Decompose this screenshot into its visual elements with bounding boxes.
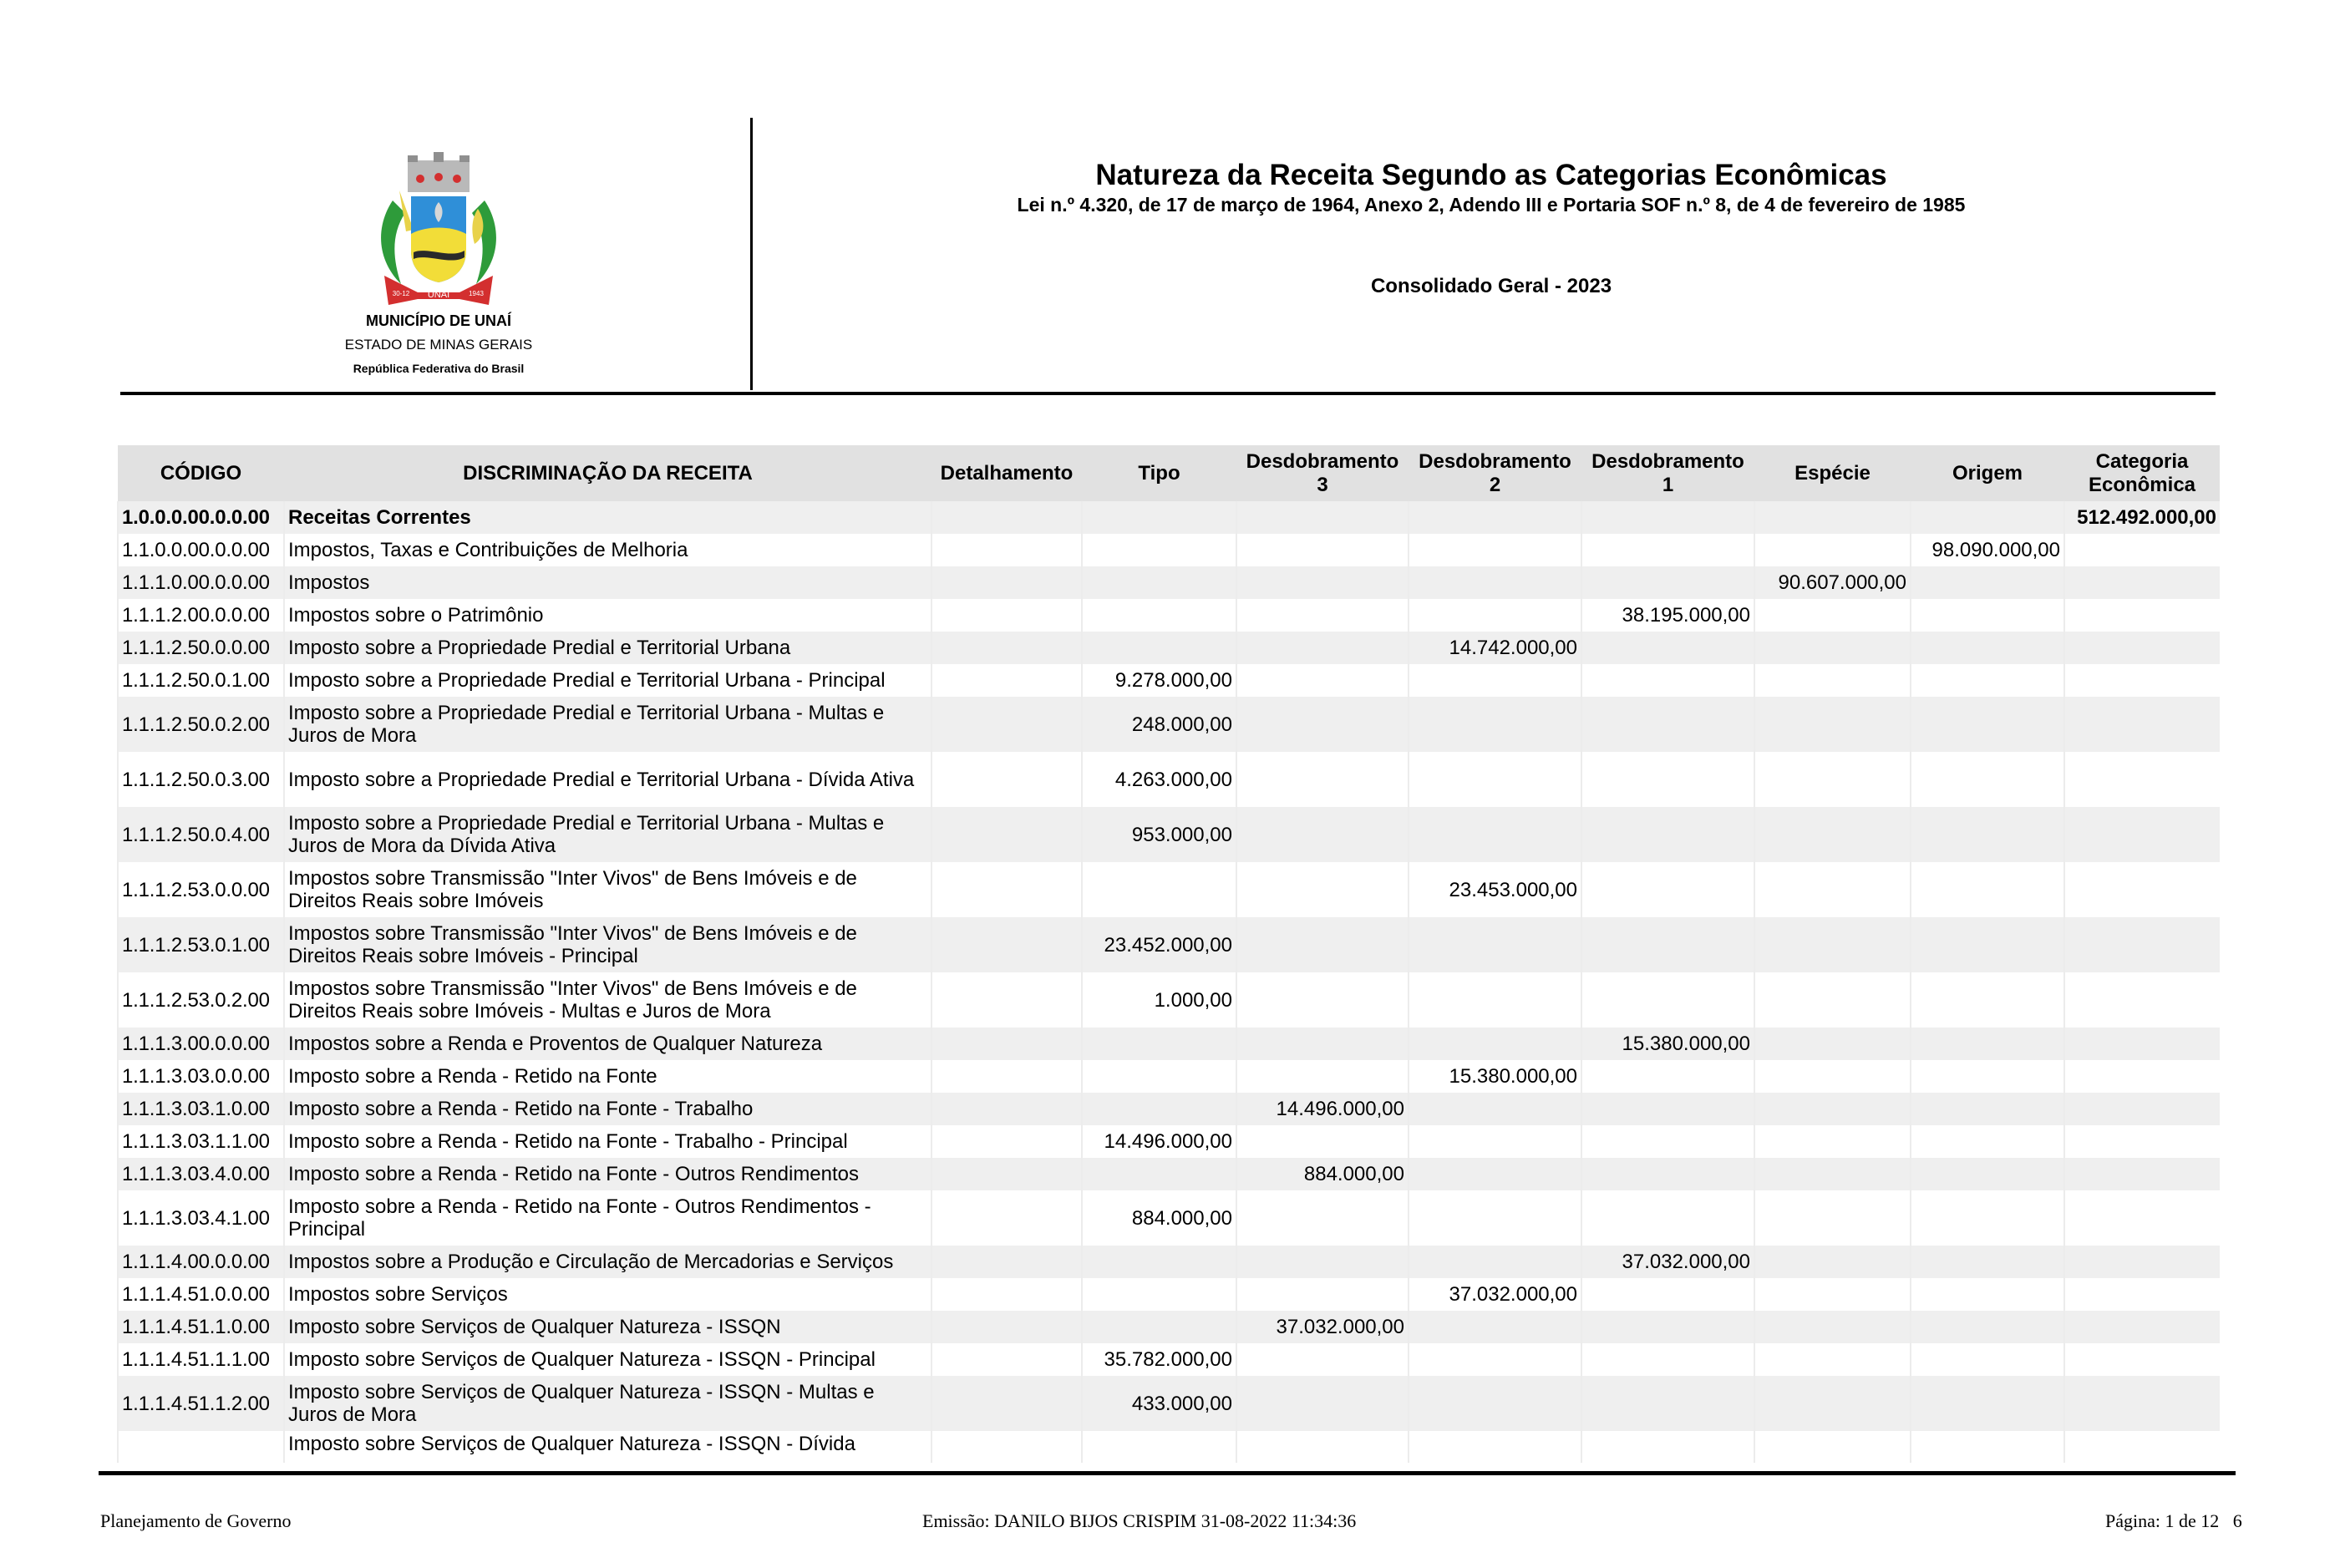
cell-code: 1.1.1.4.51.1.0.00 [118, 1311, 284, 1343]
cell-description: Imposto sobre Serviços de Qualquer Natureza - ISSQN [284, 1311, 931, 1343]
cell-especie [1754, 534, 1911, 566]
cell-detalhamento [931, 1311, 1082, 1343]
cell-desdobramento-3 [1236, 599, 1409, 632]
footer-department: Planejamento de Governo [100, 1510, 292, 1531]
table-row [118, 1028, 2220, 1060]
footer-page-number: Página: 1 de 12 6 [2105, 1510, 2242, 1531]
cell-detalhamento [931, 566, 1082, 599]
cell-detalhamento [931, 1376, 1082, 1431]
cell-categoria-economica [2064, 1246, 2220, 1278]
cell-especie [1754, 664, 1911, 697]
cell-categoria-economica [2064, 599, 2220, 632]
column-header-detalhamento: Detalhamento [931, 445, 1082, 501]
cell-especie [1754, 1311, 1911, 1343]
cell-especie [1754, 1028, 1911, 1060]
cell-desdobramento-3 [1236, 1246, 1409, 1278]
cell-desdobramento-2 [1409, 1093, 1581, 1125]
cell-origem [1911, 1060, 2064, 1093]
cell-origem [1911, 599, 2064, 632]
cell-origem [1911, 917, 2064, 972]
cell-code: 1.1.1.3.03.4.0.00 [118, 1158, 284, 1190]
cell-desdobramento-1: 37.032.000,00 [1581, 1246, 1754, 1278]
cell-code: 1.1.1.2.50.0.3.00 [118, 752, 284, 807]
cell-code: 1.1.1.2.53.0.2.00 [118, 972, 284, 1028]
cell-categoria-economica [2064, 566, 2220, 599]
cell-desdobramento-3 [1236, 972, 1409, 1028]
table-row [118, 1060, 2220, 1093]
table-row [118, 1246, 2220, 1278]
cell-origem [1911, 1246, 2064, 1278]
cell-tipo [1082, 599, 1236, 632]
cell-code: 1.1.1.3.03.1.1.00 [118, 1125, 284, 1158]
table-row [118, 807, 2220, 862]
cell-tipo: 953.000,00 [1082, 807, 1236, 862]
cell-desdobramento-1 [1581, 501, 1754, 534]
cell-code: 1.1.1.4.51.1.2.00 [118, 1376, 284, 1431]
cell-desdobramento-3 [1236, 1060, 1409, 1093]
cell-tipo [1082, 1060, 1236, 1093]
table-bottom-rule [99, 1471, 2236, 1475]
column-header-desdobramento-2: Desdobramento 2 [1409, 445, 1581, 501]
cell-desdobramento-1 [1581, 534, 1754, 566]
cell-detalhamento [931, 862, 1082, 917]
cell-desdobramento-1 [1581, 1158, 1754, 1190]
cell-desdobramento-3 [1236, 1125, 1409, 1158]
cell-categoria-economica [2064, 972, 2220, 1028]
cell-origem [1911, 1158, 2064, 1190]
cell-code: 1.1.1.2.50.0.1.00 [118, 664, 284, 697]
cell-desdobramento-3 [1236, 917, 1409, 972]
cell-description: Impostos sobre Transmissão "Inter Vivos" de Bens Imóveis e de Direitos Reais sobre Imóveis - Multas e Juros de Mora [284, 972, 931, 1028]
cell-especie [1754, 1246, 1911, 1278]
cell-tipo: 4.263.000,00 [1082, 752, 1236, 807]
cell-desdobramento-1 [1581, 1376, 1754, 1431]
cell-code: 1.1.1.2.00.0.0.00 [118, 599, 284, 632]
cell-description: Receitas Correntes [284, 501, 931, 534]
cell-tipo [1082, 1311, 1236, 1343]
cell-origem [1911, 807, 2064, 862]
report-period: Consolidado Geral - 2023 [1370, 275, 1612, 297]
cell-desdobramento-3: 884.000,00 [1236, 1158, 1409, 1190]
column-header-tipo: Tipo [1082, 445, 1236, 501]
table-header-row [118, 445, 2220, 501]
cell-desdobramento-1 [1581, 1278, 1754, 1311]
table-row [118, 664, 2220, 697]
cell-categoria-economica [2064, 807, 2220, 862]
cell-desdobramento-3 [1236, 1343, 1409, 1376]
cell-origem [1911, 1343, 2064, 1376]
cell-description: Imposto sobre Serviços de Qualquer Natureza - ISSQN - Dívida [284, 1431, 931, 1463]
cell-detalhamento [931, 632, 1082, 664]
cell-tipo [1082, 1431, 1236, 1463]
cell-desdobramento-2 [1409, 697, 1581, 752]
cell-desdobramento-3 [1236, 1431, 1409, 1463]
cell-categoria-economica [2064, 1060, 2220, 1093]
crest-banner-text: UNAÍ [427, 290, 450, 300]
cell-desdobramento-2 [1409, 534, 1581, 566]
cell-desdobramento-2 [1409, 1311, 1581, 1343]
cell-categoria-economica [2064, 1431, 2220, 1463]
cell-categoria-economica [2064, 534, 2220, 566]
state-name: ESTADO DE MINAS GERAIS [344, 337, 533, 353]
cell-categoria-economica [2064, 632, 2220, 664]
cell-especie: 90.607.000,00 [1754, 566, 1911, 599]
cell-detalhamento [931, 501, 1082, 534]
cell-origem [1911, 1278, 2064, 1311]
crest-right-year: 1943 [469, 290, 484, 297]
cell-code: 1.1.1.2.53.0.0.00 [118, 862, 284, 917]
cell-tipo: 23.452.000,00 [1082, 917, 1236, 972]
cell-description: Impostos sobre Serviços [284, 1278, 931, 1311]
cell-detalhamento [931, 807, 1082, 862]
cell-especie [1754, 501, 1911, 534]
cell-desdobramento-3 [1236, 566, 1409, 599]
cell-desdobramento-3 [1236, 807, 1409, 862]
report-title: Natureza da Receita Segundo as Categorias Econômicas [1095, 159, 1887, 191]
cell-categoria-economica [2064, 1158, 2220, 1190]
report-subtitle: Lei n.º 4.320, de 17 de março de 1964, Anexo 2, Adendo III e Portaria SOF n.º 8, de 4 de fevereiro de 1985 [1017, 194, 1966, 216]
cell-categoria-economica [2064, 1093, 2220, 1125]
cell-desdobramento-1 [1581, 1125, 1754, 1158]
cell-code: 1.1.0.0.00.0.0.00 [118, 534, 284, 566]
cell-desdobramento-2 [1409, 1343, 1581, 1376]
cell-code [118, 1431, 284, 1463]
cell-desdobramento-2 [1409, 501, 1581, 534]
cell-desdobramento-2: 37.032.000,00 [1409, 1278, 1581, 1311]
cell-tipo: 14.496.000,00 [1082, 1125, 1236, 1158]
cell-tipo: 433.000,00 [1082, 1376, 1236, 1431]
cell-desdobramento-3: 37.032.000,00 [1236, 1311, 1409, 1343]
cell-detalhamento [931, 1278, 1082, 1311]
table-row [118, 1278, 2220, 1311]
table-row [118, 566, 2220, 599]
cell-detalhamento [931, 1343, 1082, 1376]
table-row [118, 917, 2220, 972]
table-row [118, 697, 2220, 752]
cell-description: Imposto sobre a Renda - Retido na Fonte - Outros Rendimentos [284, 1158, 931, 1190]
cell-description: Imposto sobre a Renda - Retido na Fonte - Trabalho [284, 1093, 931, 1125]
cell-description: Imposto sobre a Propriedade Predial e Territorial Urbana - Dívida Ativa [284, 752, 931, 807]
cell-especie [1754, 1431, 1911, 1463]
cell-categoria-economica [2064, 1125, 2220, 1158]
table-row [118, 1158, 2220, 1190]
cell-desdobramento-2 [1409, 599, 1581, 632]
cell-categoria-economica [2064, 862, 2220, 917]
cell-tipo [1082, 1246, 1236, 1278]
cell-especie [1754, 807, 1911, 862]
cell-origem [1911, 862, 2064, 917]
column-header-categoria-economica: Categoria Econômica [2064, 445, 2220, 501]
cell-description: Impostos [284, 566, 931, 599]
cell-categoria-economica [2064, 1376, 2220, 1431]
cell-desdobramento-1 [1581, 1311, 1754, 1343]
cell-categoria-economica [2064, 1311, 2220, 1343]
cell-tipo [1082, 501, 1236, 534]
cell-description: Imposto sobre a Propriedade Predial e Territorial Urbana - Multas e Juros de Mora [284, 697, 931, 752]
cell-desdobramento-1 [1581, 566, 1754, 599]
cell-especie [1754, 917, 1911, 972]
cell-desdobramento-1 [1581, 1190, 1754, 1246]
cell-desdobramento-2: 14.742.000,00 [1409, 632, 1581, 664]
cell-code: 1.1.1.4.51.0.0.00 [118, 1278, 284, 1311]
cell-detalhamento [931, 752, 1082, 807]
cell-desdobramento-1: 15.380.000,00 [1581, 1028, 1754, 1060]
cell-desdobramento-1: 38.195.000,00 [1581, 599, 1754, 632]
cell-categoria-economica [2064, 1278, 2220, 1311]
revenue-table [117, 445, 2220, 1463]
cell-desdobramento-2 [1409, 664, 1581, 697]
cell-description: Impostos, Taxas e Contribuições de Melhoria [284, 534, 931, 566]
cell-desdobramento-2 [1409, 807, 1581, 862]
cell-categoria-economica [2064, 752, 2220, 807]
footer-emission: Emissão: DANILO BIJOS CRISPIM 31-08-2022 11:34:36 [922, 1510, 1357, 1531]
cell-desdobramento-2 [1409, 1028, 1581, 1060]
cell-code: 1.1.1.2.50.0.0.00 [118, 632, 284, 664]
cell-desdobramento-3 [1236, 501, 1409, 534]
cell-especie [1754, 1343, 1911, 1376]
report-title-block [752, 159, 2231, 298]
cell-code: 1.1.1.2.53.0.1.00 [118, 917, 284, 972]
cell-code: 1.0.0.0.00.0.0.00 [118, 501, 284, 534]
cell-tipo: 1.000,00 [1082, 972, 1236, 1028]
cell-tipo: 248.000,00 [1082, 697, 1236, 752]
cell-description: Impostos sobre a Renda e Proventos de Qualquer Natureza [284, 1028, 931, 1060]
cell-origem [1911, 566, 2064, 599]
cell-tipo: 9.278.000,00 [1082, 664, 1236, 697]
cell-especie [1754, 697, 1911, 752]
table-row [118, 501, 2220, 534]
cell-detalhamento [931, 1093, 1082, 1125]
cell-origem [1911, 1376, 2064, 1431]
cell-code: 1.1.1.2.50.0.2.00 [118, 697, 284, 752]
cell-description: Impostos sobre Transmissão "Inter Vivos" de Bens Imóveis e de Direitos Reais sobre Imóveis [284, 862, 931, 917]
column-header-especie: Espécie [1754, 445, 1911, 501]
cell-especie [1754, 1125, 1911, 1158]
cell-desdobramento-1 [1581, 1431, 1754, 1463]
cell-especie [1754, 632, 1911, 664]
cell-detalhamento [931, 917, 1082, 972]
cell-desdobramento-2 [1409, 1158, 1581, 1190]
cell-description: Impostos sobre Transmissão "Inter Vivos" de Bens Imóveis e de Direitos Reais sobre Imóveis - Principal [284, 917, 931, 972]
cell-especie [1754, 1190, 1911, 1246]
municipal-crest-logo [368, 150, 510, 309]
cell-categoria-economica [2064, 1343, 2220, 1376]
column-header-codigo: CÓDIGO [118, 445, 284, 501]
cell-categoria-economica [2064, 697, 2220, 752]
cell-desdobramento-1 [1581, 1343, 1754, 1376]
cell-desdobramento-3 [1236, 1376, 1409, 1431]
cell-desdobramento-2 [1409, 1431, 1581, 1463]
cell-origem [1911, 972, 2064, 1028]
cell-desdobramento-2: 15.380.000,00 [1409, 1060, 1581, 1093]
cell-origem [1911, 1093, 2064, 1125]
cell-detalhamento [931, 664, 1082, 697]
column-header-origem: Origem [1911, 445, 2064, 501]
cell-tipo [1082, 1278, 1236, 1311]
cell-detalhamento [931, 1431, 1082, 1463]
cell-desdobramento-2 [1409, 1246, 1581, 1278]
cell-desdobramento-1 [1581, 972, 1754, 1028]
cell-code: 1.1.1.3.03.4.1.00 [118, 1190, 284, 1246]
cell-description: Impostos sobre a Produção e Circulação de Mercadorias e Serviços [284, 1246, 931, 1278]
cell-especie [1754, 1278, 1911, 1311]
cell-origem [1911, 664, 2064, 697]
cell-tipo [1082, 566, 1236, 599]
municipality-name: MUNICÍPIO DE UNAÍ [365, 312, 511, 329]
cell-desdobramento-1 [1581, 1060, 1754, 1093]
cell-desdobramento-3 [1236, 534, 1409, 566]
cell-code: 1.1.1.4.00.0.0.00 [118, 1246, 284, 1278]
table-row [118, 1431, 2220, 1463]
cell-description: Imposto sobre a Propriedade Predial e Territorial Urbana [284, 632, 931, 664]
table-row [118, 1190, 2220, 1246]
cell-detalhamento [931, 1125, 1082, 1158]
column-header-desdobramento-3: Desdobramento 3 [1236, 445, 1409, 501]
table-row [118, 534, 2220, 566]
cell-especie [1754, 1376, 1911, 1431]
cell-description: Imposto sobre Serviços de Qualquer Natureza - ISSQN - Multas e Juros de Mora [284, 1376, 931, 1431]
cell-origem [1911, 632, 2064, 664]
cell-desdobramento-1 [1581, 697, 1754, 752]
cell-desdobramento-1 [1581, 917, 1754, 972]
cell-code: 1.1.1.2.50.0.4.00 [118, 807, 284, 862]
cell-origem [1911, 1431, 2064, 1463]
cell-code: 1.1.1.3.00.0.0.00 [118, 1028, 284, 1060]
cell-origem [1911, 1125, 2064, 1158]
cell-tipo [1082, 1093, 1236, 1125]
cell-desdobramento-3 [1236, 1028, 1409, 1060]
cell-detalhamento [931, 1060, 1082, 1093]
cell-tipo: 35.782.000,00 [1082, 1343, 1236, 1376]
cell-desdobramento-3 [1236, 862, 1409, 917]
cell-tipo [1082, 1028, 1236, 1060]
cell-code: 1.1.1.4.51.1.1.00 [118, 1343, 284, 1376]
cell-origem [1911, 1028, 2064, 1060]
table-row [118, 632, 2220, 664]
country-name: República Federativa do Brasil [353, 362, 525, 375]
cell-detalhamento [931, 697, 1082, 752]
cell-desdobramento-3 [1236, 632, 1409, 664]
cell-categoria-economica [2064, 664, 2220, 697]
cell-especie [1754, 862, 1911, 917]
cell-desdobramento-1 [1581, 632, 1754, 664]
cell-desdobramento-2 [1409, 566, 1581, 599]
cell-categoria-economica [2064, 1028, 2220, 1060]
cell-detalhamento [931, 1028, 1082, 1060]
cell-especie [1754, 1093, 1911, 1125]
cell-desdobramento-3 [1236, 697, 1409, 752]
cell-tipo: 884.000,00 [1082, 1190, 1236, 1246]
cell-desdobramento-1 [1581, 862, 1754, 917]
table-row [118, 599, 2220, 632]
column-header-desdobramento-1: Desdobramento 1 [1581, 445, 1754, 501]
cell-especie [1754, 752, 1911, 807]
cell-detalhamento [931, 599, 1082, 632]
cell-description: Imposto sobre a Propriedade Predial e Territorial Urbana - Multas e Juros de Mora da Dívida Ativa [284, 807, 931, 862]
cell-especie [1754, 1060, 1911, 1093]
cell-especie [1754, 972, 1911, 1028]
cell-description: Imposto sobre Serviços de Qualquer Natureza - ISSQN - Principal [284, 1343, 931, 1376]
cell-especie [1754, 1158, 1911, 1190]
cell-desdobramento-2: 23.453.000,00 [1409, 862, 1581, 917]
cell-desdobramento-3 [1236, 1190, 1409, 1246]
cell-categoria-economica [2064, 917, 2220, 972]
cell-desdobramento-3 [1236, 664, 1409, 697]
cell-desdobramento-2 [1409, 972, 1581, 1028]
cell-tipo [1082, 1158, 1236, 1190]
cell-desdobramento-2 [1409, 917, 1581, 972]
table-row [118, 862, 2220, 917]
cell-desdobramento-1 [1581, 1093, 1754, 1125]
cell-detalhamento [931, 534, 1082, 566]
table-row [118, 1093, 2220, 1125]
cell-origem: 98.090.000,00 [1911, 534, 2064, 566]
cell-categoria-economica: 512.492.000,00 [2064, 501, 2220, 534]
cell-origem [1911, 697, 2064, 752]
municipality-block [317, 142, 560, 375]
table-row [118, 1311, 2220, 1343]
table-body [118, 501, 2220, 1463]
cell-desdobramento-2 [1409, 1190, 1581, 1246]
cell-description: Imposto sobre a Renda - Retido na Fonte - Trabalho - Principal [284, 1125, 931, 1158]
table-row [118, 972, 2220, 1028]
cell-detalhamento [931, 1246, 1082, 1278]
cell-desdobramento-2 [1409, 1125, 1581, 1158]
cell-detalhamento [931, 1158, 1082, 1190]
cell-description: Imposto sobre a Renda - Retido na Fonte [284, 1060, 931, 1093]
cell-tipo [1082, 862, 1236, 917]
cell-especie [1754, 599, 1911, 632]
cell-origem [1911, 1311, 2064, 1343]
cell-origem [1911, 752, 2064, 807]
cell-origem [1911, 501, 2064, 534]
header-horizontal-divider [120, 392, 2216, 395]
cell-desdobramento-1 [1581, 752, 1754, 807]
cell-code: 1.1.1.3.03.0.0.00 [118, 1060, 284, 1093]
cell-desdobramento-2 [1409, 1376, 1581, 1431]
cell-tipo [1082, 534, 1236, 566]
cell-tipo [1082, 632, 1236, 664]
table-row [118, 1376, 2220, 1431]
cell-code: 1.1.1.3.03.1.0.00 [118, 1093, 284, 1125]
cell-detalhamento [931, 1190, 1082, 1246]
table-row [118, 752, 2220, 807]
table-row [118, 1125, 2220, 1158]
cell-desdobramento-3 [1236, 752, 1409, 807]
cell-desdobramento-2 [1409, 752, 1581, 807]
crest-left-date: 30-12 [392, 290, 410, 297]
cell-description: Imposto sobre a Renda - Retido na Fonte - Outros Rendimentos - Principal [284, 1190, 931, 1246]
cell-code: 1.1.1.0.00.0.0.00 [118, 566, 284, 599]
cell-description: Impostos sobre o Patrimônio [284, 599, 931, 632]
cell-categoria-economica [2064, 1190, 2220, 1246]
cell-desdobramento-1 [1581, 664, 1754, 697]
cell-desdobramento-3: 14.496.000,00 [1236, 1093, 1409, 1125]
cell-detalhamento [931, 972, 1082, 1028]
cell-origem [1911, 1190, 2064, 1246]
column-header-discriminacao: DISCRIMINAÇÃO DA RECEITA [284, 445, 931, 501]
cell-description: Imposto sobre a Propriedade Predial e Territorial Urbana - Principal [284, 664, 931, 697]
cell-desdobramento-3 [1236, 1278, 1409, 1311]
table-row [118, 1343, 2220, 1376]
cell-desdobramento-1 [1581, 807, 1754, 862]
